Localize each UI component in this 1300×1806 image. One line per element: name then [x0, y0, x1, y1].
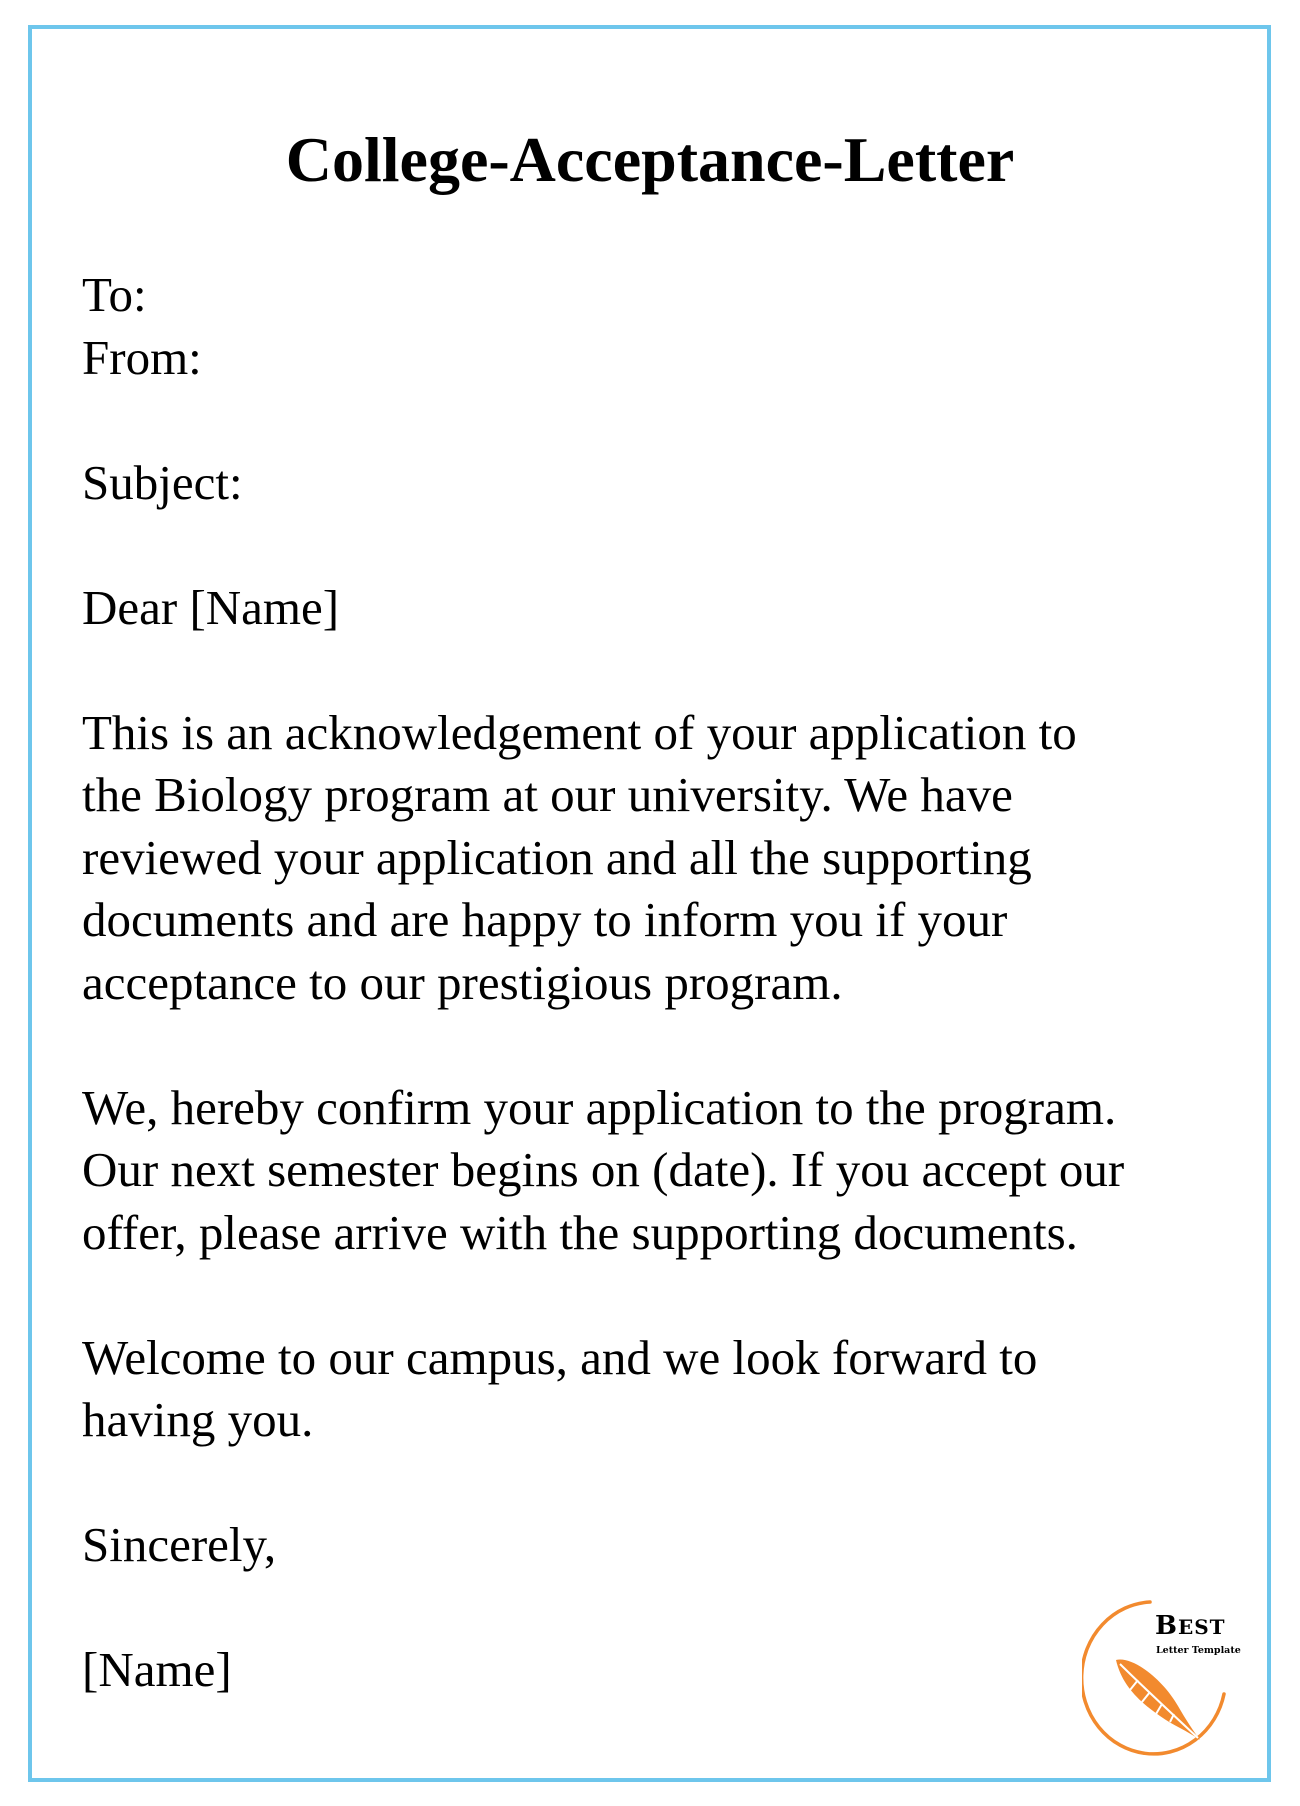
closing: Sincerely, — [82, 1517, 277, 1572]
from-line: From: — [82, 329, 202, 385]
logo-subtitle: Letter Template — [1156, 1645, 1241, 1656]
paragraph-1-line: the Biology program at our university. We have — [82, 767, 1013, 822]
to-line: To: — [82, 267, 147, 322]
signature-name: [Name] — [82, 1642, 232, 1697]
spacer — [82, 1452, 1222, 1515]
spacer — [82, 1014, 1222, 1077]
subject-line: Subject: — [82, 454, 243, 510]
feather-icon — [1116, 1660, 1200, 1740]
logo-title: BEST — [1155, 1611, 1226, 1641]
spacer — [82, 639, 1222, 702]
paragraph-3-line: Welcome to our campus, and we look forward to — [82, 1329, 1038, 1385]
spacer — [82, 514, 1222, 577]
paragraph-1-line: acceptance to our prestigious program. — [82, 954, 843, 1010]
spacer — [82, 1264, 1222, 1327]
paragraph-1-line: This is an acknowledgement of your application to — [82, 704, 1077, 760]
spacer — [82, 389, 1222, 452]
spacer — [82, 1577, 1222, 1640]
salutation: Dear [Name] — [82, 579, 340, 635]
best-letter-template-logo — [1082, 1598, 1241, 1758]
paragraph-1-line: documents and are happy to inform you if your — [82, 892, 1008, 947]
letter-body — [82, 264, 1222, 1702]
letter-title: College-Acceptance-Letter — [285, 124, 1015, 195]
paragraph-2-line: Our next semester begins on (date). If you accept our — [82, 1142, 1125, 1197]
paragraph-3-line: having you. — [82, 1392, 314, 1447]
paragraph-1-line: reviewed your application and all the supporting — [82, 829, 1032, 885]
paragraph-2-line: offer, please arrive with the supporting documents. — [82, 1204, 1078, 1260]
paragraph-2-line: We, hereby confirm your application to the program. — [82, 1079, 1117, 1135]
